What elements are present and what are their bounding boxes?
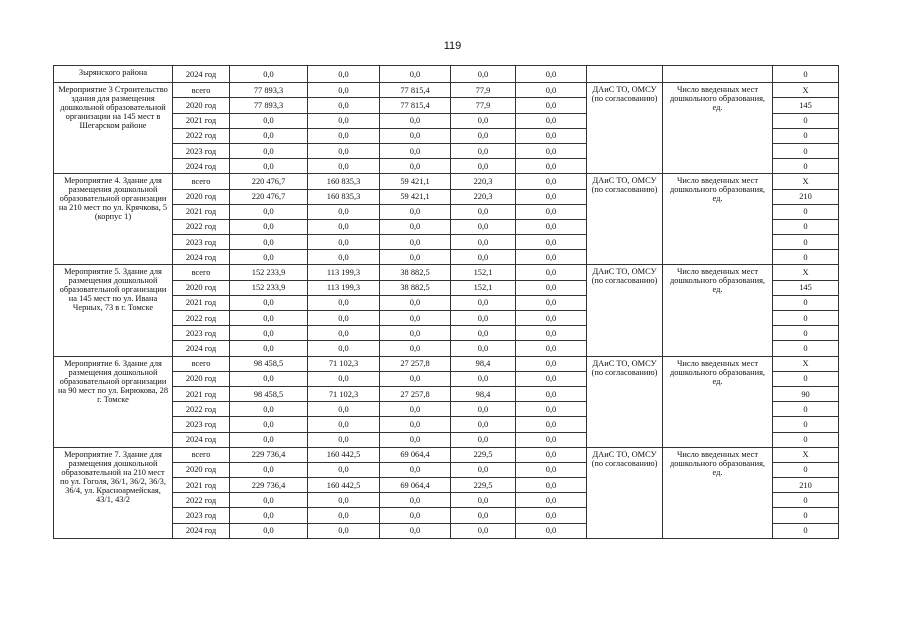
federal-budget-cell: 160 835,3 bbox=[308, 174, 380, 189]
year-cell: 2020 год bbox=[173, 189, 230, 204]
local-budget-cell: 220,3 bbox=[451, 189, 516, 204]
regional-budget-cell: 0,0 bbox=[380, 523, 451, 538]
local-budget-cell: 98,4 bbox=[451, 386, 516, 401]
indicator-value-cell: 0 bbox=[773, 462, 839, 477]
local-budget-cell: 152,1 bbox=[451, 280, 516, 295]
event-cell: Зырянского района bbox=[54, 66, 173, 83]
indicator-value-cell: 0 bbox=[773, 523, 839, 538]
year-cell: 2024 год bbox=[173, 523, 230, 538]
local-budget-cell: 0,0 bbox=[451, 204, 516, 219]
federal-budget-cell: 0,0 bbox=[308, 98, 380, 113]
indicator-value-cell: 0 bbox=[773, 204, 839, 219]
regional-budget-cell: 69 064,4 bbox=[380, 478, 451, 493]
federal-budget-cell: 0,0 bbox=[308, 402, 380, 417]
indicator-value-cell: 210 bbox=[773, 478, 839, 493]
year-cell: 2020 год bbox=[173, 280, 230, 295]
event-title-cell: Мероприятие 4. Здание для размещения дошкольной образовательной организации на 210 мест по ул. Крячкова, 5 (корпус 1) bbox=[54, 174, 173, 265]
year-cell: 2021 год bbox=[173, 113, 230, 128]
total-funding-cell: 0,0 bbox=[230, 113, 308, 128]
indicator-value-cell: 0 bbox=[773, 311, 839, 326]
local-budget-cell: 0,0 bbox=[451, 128, 516, 143]
table-row bbox=[54, 83, 839, 98]
total-funding-cell: 98 458,5 bbox=[230, 356, 308, 371]
local-budget-cell: 0,0 bbox=[451, 402, 516, 417]
regional-budget-cell: 77 815,4 bbox=[380, 83, 451, 98]
year-cell: 2022 год bbox=[173, 128, 230, 143]
local-budget-cell: 0,0 bbox=[451, 295, 516, 310]
federal-budget-cell: 0,0 bbox=[308, 235, 380, 250]
regional-budget-cell: 0,0 bbox=[380, 219, 451, 234]
total-funding-cell: 229 736,4 bbox=[230, 478, 308, 493]
indicator-value-cell: 0 bbox=[773, 432, 839, 447]
indicator-value-cell: 0 bbox=[773, 113, 839, 128]
total-funding-cell: 0,0 bbox=[230, 143, 308, 158]
regional-budget-cell: 0,0 bbox=[380, 326, 451, 341]
federal-budget-cell: 113 199,3 bbox=[308, 265, 380, 280]
local-budget-cell: 0,0 bbox=[451, 159, 516, 174]
federal-budget-cell: 0,0 bbox=[308, 432, 380, 447]
extrabudgetary-cell: 0,0 bbox=[516, 432, 587, 447]
extrabudgetary-cell: 0,0 bbox=[516, 250, 587, 265]
federal-budget-cell: 0,0 bbox=[308, 66, 380, 83]
regional-budget-cell: 0,0 bbox=[380, 432, 451, 447]
total-funding-cell: 220 476,7 bbox=[230, 174, 308, 189]
federal-budget-cell: 160 442,5 bbox=[308, 447, 380, 462]
indicator-value-cell: 0 bbox=[773, 295, 839, 310]
year-cell: 2024 год bbox=[173, 66, 230, 83]
year-cell: 2022 год bbox=[173, 219, 230, 234]
federal-budget-cell: 0,0 bbox=[308, 462, 380, 477]
executor-cell: ДАиС ТО, ОМСУ (по согласованию) bbox=[587, 83, 663, 174]
regional-budget-cell: 0,0 bbox=[380, 402, 451, 417]
event-title-cell: Мероприятие 7. Здание для размещения дошкольной образовательной на 210 мест по ул. Гоголя, 36/1, 36/2, 36/3, 36/4, ул. Красноармейская, 43/1, 43/2 bbox=[54, 447, 173, 538]
regional-budget-cell: 0,0 bbox=[380, 462, 451, 477]
year-cell: 2023 год bbox=[173, 143, 230, 158]
local-budget-cell: 0,0 bbox=[451, 219, 516, 234]
total-funding-cell: 0,0 bbox=[230, 493, 308, 508]
regional-budget-cell: 0,0 bbox=[380, 143, 451, 158]
extrabudgetary-cell: 0,0 bbox=[516, 235, 587, 250]
total-funding-cell: 0,0 bbox=[230, 402, 308, 417]
year-cell: 2023 год bbox=[173, 508, 230, 523]
indicator-value-cell: 0 bbox=[773, 326, 839, 341]
extrabudgetary-cell: 0,0 bbox=[516, 417, 587, 432]
regional-budget-cell: 0,0 bbox=[380, 311, 451, 326]
local-budget-cell: 0,0 bbox=[451, 371, 516, 386]
extrabudgetary-cell: 0,0 bbox=[516, 265, 587, 280]
extrabudgetary-cell: 0,0 bbox=[516, 311, 587, 326]
total-funding-cell: 0,0 bbox=[230, 326, 308, 341]
year-cell: 2021 год bbox=[173, 386, 230, 401]
regional-budget-cell: 0,0 bbox=[380, 493, 451, 508]
local-budget-cell: 0,0 bbox=[451, 235, 516, 250]
local-budget-cell: 77,9 bbox=[451, 98, 516, 113]
local-budget-cell: 229,5 bbox=[451, 478, 516, 493]
extrabudgetary-cell: 0,0 bbox=[516, 402, 587, 417]
extrabudgetary-cell: 0,0 bbox=[516, 219, 587, 234]
total-funding-cell: 0,0 bbox=[230, 417, 308, 432]
regional-budget-cell: 0,0 bbox=[380, 341, 451, 356]
local-budget-cell: 0,0 bbox=[451, 523, 516, 538]
indicator-value-cell: Х bbox=[773, 447, 839, 462]
indicator-value-cell: 0 bbox=[773, 341, 839, 356]
federal-budget-cell: 0,0 bbox=[308, 417, 380, 432]
indicator-value-cell: 0 bbox=[773, 66, 839, 83]
regional-budget-cell: 0,0 bbox=[380, 417, 451, 432]
event-title-cell: Мероприятие 5. Здание для размещения дошкольной образовательной организации на 145 мест по ул. Ивана Черных, 73 в г. Томске bbox=[54, 265, 173, 356]
total-funding-cell: 0,0 bbox=[230, 295, 308, 310]
table-row bbox=[54, 265, 839, 280]
total-funding-cell: 0,0 bbox=[230, 311, 308, 326]
year-cell: 2021 год bbox=[173, 295, 230, 310]
local-budget-cell: 0,0 bbox=[451, 143, 516, 158]
extrabudgetary-cell: 0,0 bbox=[516, 98, 587, 113]
regional-budget-cell: 77 815,4 bbox=[380, 98, 451, 113]
regional-budget-cell: 0,0 bbox=[380, 508, 451, 523]
regional-budget-cell: 27 257,8 bbox=[380, 386, 451, 401]
federal-budget-cell: 160 442,5 bbox=[308, 478, 380, 493]
table-row bbox=[54, 66, 839, 83]
local-budget-cell: 0,0 bbox=[451, 66, 516, 83]
year-cell: 2021 год bbox=[173, 478, 230, 493]
indicator-value-cell: Х bbox=[773, 265, 839, 280]
indicator-name-cell: Число введенных мест дошкольного образования, ед. bbox=[663, 447, 773, 538]
local-budget-cell: 0,0 bbox=[451, 493, 516, 508]
extrabudgetary-cell: 0,0 bbox=[516, 66, 587, 83]
regional-budget-cell: 0,0 bbox=[380, 66, 451, 83]
total-funding-cell: 0,0 bbox=[230, 66, 308, 83]
total-funding-cell: 77 893,3 bbox=[230, 83, 308, 98]
year-cell: 2023 год bbox=[173, 417, 230, 432]
local-budget-cell: 0,0 bbox=[451, 113, 516, 128]
year-cell: 2024 год bbox=[173, 159, 230, 174]
indicator-value-cell: Х bbox=[773, 174, 839, 189]
extrabudgetary-cell: 0,0 bbox=[516, 189, 587, 204]
total-funding-cell: 0,0 bbox=[230, 341, 308, 356]
regional-budget-cell: 27 257,8 bbox=[380, 356, 451, 371]
year-cell: 2024 год bbox=[173, 341, 230, 356]
total-funding-cell: 0,0 bbox=[230, 371, 308, 386]
regional-budget-cell: 59 421,1 bbox=[380, 174, 451, 189]
page-number: 119 bbox=[443, 40, 462, 52]
year-cell: 2020 год bbox=[173, 98, 230, 113]
total-funding-cell: 0,0 bbox=[230, 219, 308, 234]
total-funding-cell: 98 458,5 bbox=[230, 386, 308, 401]
federal-budget-cell: 0,0 bbox=[308, 128, 380, 143]
local-budget-cell: 0,0 bbox=[451, 417, 516, 432]
federal-budget-cell: 0,0 bbox=[308, 295, 380, 310]
local-budget-cell: 0,0 bbox=[451, 432, 516, 447]
event-title-cell: Мероприятие 3 Строительство здания для размещения дошкольной образовательной организации на 145 мест в Шегарском районе bbox=[54, 83, 173, 174]
federal-budget-cell: 0,0 bbox=[308, 250, 380, 265]
year-cell: всего bbox=[173, 174, 230, 189]
extrabudgetary-cell: 0,0 bbox=[516, 356, 587, 371]
federal-budget-cell: 0,0 bbox=[308, 508, 380, 523]
year-cell: 2022 год bbox=[173, 311, 230, 326]
year-cell: всего bbox=[173, 265, 230, 280]
indicator-value-cell: 0 bbox=[773, 250, 839, 265]
year-cell: всего bbox=[173, 356, 230, 371]
federal-budget-cell: 0,0 bbox=[308, 159, 380, 174]
local-budget-cell: 0,0 bbox=[451, 508, 516, 523]
indicator-value-cell: 0 bbox=[773, 143, 839, 158]
federal-budget-cell: 0,0 bbox=[308, 523, 380, 538]
extrabudgetary-cell: 0,0 bbox=[516, 295, 587, 310]
extrabudgetary-cell: 0,0 bbox=[516, 174, 587, 189]
federal-budget-cell: 0,0 bbox=[308, 143, 380, 158]
indicator-value-cell: 0 bbox=[773, 219, 839, 234]
total-funding-cell: 77 893,3 bbox=[230, 98, 308, 113]
executor-cell: ДАиС ТО, ОМСУ (по согласованию) bbox=[587, 447, 663, 538]
indicator-value-cell: 0 bbox=[773, 508, 839, 523]
federal-budget-cell: 0,0 bbox=[308, 326, 380, 341]
federal-budget-cell: 0,0 bbox=[308, 204, 380, 219]
indicator-value-cell: 210 bbox=[773, 189, 839, 204]
total-funding-cell: 0,0 bbox=[230, 508, 308, 523]
federal-budget-cell: 71 102,3 bbox=[308, 386, 380, 401]
year-cell: 2023 год bbox=[173, 326, 230, 341]
executor-cell bbox=[587, 66, 663, 83]
year-cell: всего bbox=[173, 83, 230, 98]
year-cell: 2024 год bbox=[173, 432, 230, 447]
extrabudgetary-cell: 0,0 bbox=[516, 204, 587, 219]
total-funding-cell: 152 233,9 bbox=[230, 265, 308, 280]
indicator-name-cell: Число введенных мест дошкольного образования, ед. bbox=[663, 174, 773, 265]
total-funding-cell: 0,0 bbox=[230, 159, 308, 174]
indicator-value-cell: 0 bbox=[773, 159, 839, 174]
total-funding-cell: 0,0 bbox=[230, 235, 308, 250]
total-funding-cell: 0,0 bbox=[230, 250, 308, 265]
extrabudgetary-cell: 0,0 bbox=[516, 113, 587, 128]
total-funding-cell: 0,0 bbox=[230, 523, 308, 538]
local-budget-cell: 0,0 bbox=[451, 462, 516, 477]
local-budget-cell: 0,0 bbox=[451, 250, 516, 265]
extrabudgetary-cell: 0,0 bbox=[516, 462, 587, 477]
federal-budget-cell: 0,0 bbox=[308, 83, 380, 98]
federal-budget-cell: 160 835,3 bbox=[308, 189, 380, 204]
indicator-value-cell: 0 bbox=[773, 371, 839, 386]
local-budget-cell: 220,3 bbox=[451, 174, 516, 189]
indicator-name-cell: Число введенных мест дошкольного образования, ед. bbox=[663, 83, 773, 174]
year-cell: 2022 год bbox=[173, 402, 230, 417]
regional-budget-cell: 38 882,5 bbox=[380, 265, 451, 280]
indicator-value-cell: 0 bbox=[773, 402, 839, 417]
table-row bbox=[54, 356, 839, 371]
extrabudgetary-cell: 0,0 bbox=[516, 447, 587, 462]
indicator-value-cell: 145 bbox=[773, 98, 839, 113]
local-budget-cell: 98,4 bbox=[451, 356, 516, 371]
regional-budget-cell: 0,0 bbox=[380, 159, 451, 174]
extrabudgetary-cell: 0,0 bbox=[516, 478, 587, 493]
indicator-value-cell: 90 bbox=[773, 386, 839, 401]
federal-budget-cell: 71 102,3 bbox=[308, 356, 380, 371]
indicator-value-cell: 0 bbox=[773, 493, 839, 508]
extrabudgetary-cell: 0,0 bbox=[516, 523, 587, 538]
total-funding-cell: 0,0 bbox=[230, 204, 308, 219]
indicator-name-cell: Число введенных мест дошкольного образования, ед. bbox=[663, 356, 773, 447]
executor-cell: ДАиС ТО, ОМСУ (по согласованию) bbox=[587, 174, 663, 265]
indicator-value-cell: Х bbox=[773, 83, 839, 98]
event-title-cell: Мероприятие 6. Здание для размещения дошкольной образовательной организации на 90 мест по ул. Бирюкова, 28 г. Томске bbox=[54, 356, 173, 447]
regional-budget-cell: 0,0 bbox=[380, 128, 451, 143]
extrabudgetary-cell: 0,0 bbox=[516, 83, 587, 98]
local-budget-cell: 0,0 bbox=[451, 311, 516, 326]
regional-budget-cell: 0,0 bbox=[380, 204, 451, 219]
year-cell: всего bbox=[173, 447, 230, 462]
table-row bbox=[54, 174, 839, 189]
regional-budget-cell: 38 882,5 bbox=[380, 280, 451, 295]
indicator-value-cell: 0 bbox=[773, 235, 839, 250]
indicator-name-cell: Число введенных мест дошкольного образования, ед. bbox=[663, 265, 773, 356]
year-cell: 2020 год bbox=[173, 462, 230, 477]
extrabudgetary-cell: 0,0 bbox=[516, 128, 587, 143]
local-budget-cell: 152,1 bbox=[451, 265, 516, 280]
year-cell: 2023 год bbox=[173, 235, 230, 250]
extrabudgetary-cell: 0,0 bbox=[516, 143, 587, 158]
year-cell: 2020 год bbox=[173, 371, 230, 386]
federal-budget-cell: 0,0 bbox=[308, 341, 380, 356]
federal-budget-cell: 0,0 bbox=[308, 371, 380, 386]
extrabudgetary-cell: 0,0 bbox=[516, 159, 587, 174]
total-funding-cell: 152 233,9 bbox=[230, 280, 308, 295]
indicator-value-cell: 0 bbox=[773, 128, 839, 143]
year-cell: 2021 год bbox=[173, 204, 230, 219]
extrabudgetary-cell: 0,0 bbox=[516, 341, 587, 356]
extrabudgetary-cell: 0,0 bbox=[516, 371, 587, 386]
regional-budget-cell: 69 064,4 bbox=[380, 447, 451, 462]
total-funding-cell: 0,0 bbox=[230, 462, 308, 477]
total-funding-cell: 0,0 bbox=[230, 432, 308, 447]
indicator-value-cell: Х bbox=[773, 356, 839, 371]
local-budget-cell: 229,5 bbox=[451, 447, 516, 462]
total-funding-cell: 0,0 bbox=[230, 128, 308, 143]
regional-budget-cell: 0,0 bbox=[380, 250, 451, 265]
extrabudgetary-cell: 0,0 bbox=[516, 326, 587, 341]
local-budget-cell: 0,0 bbox=[451, 341, 516, 356]
indicator-value-cell: 0 bbox=[773, 417, 839, 432]
indicator-value-cell: 145 bbox=[773, 280, 839, 295]
federal-budget-cell: 0,0 bbox=[308, 311, 380, 326]
federal-budget-cell: 0,0 bbox=[308, 113, 380, 128]
executor-cell: ДАиС ТО, ОМСУ (по согласованию) bbox=[587, 356, 663, 447]
federal-budget-cell: 0,0 bbox=[308, 219, 380, 234]
regional-budget-cell: 0,0 bbox=[380, 371, 451, 386]
extrabudgetary-cell: 0,0 bbox=[516, 493, 587, 508]
budget-table bbox=[53, 65, 839, 539]
total-funding-cell: 220 476,7 bbox=[230, 189, 308, 204]
extrabudgetary-cell: 0,0 bbox=[516, 280, 587, 295]
year-cell: 2022 год bbox=[173, 493, 230, 508]
local-budget-cell: 0,0 bbox=[451, 326, 516, 341]
regional-budget-cell: 59 421,1 bbox=[380, 189, 451, 204]
executor-cell: ДАиС ТО, ОМСУ (по согласованию) bbox=[587, 265, 663, 356]
extrabudgetary-cell: 0,0 bbox=[516, 508, 587, 523]
regional-budget-cell: 0,0 bbox=[380, 235, 451, 250]
indicator-cell bbox=[663, 66, 773, 83]
regional-budget-cell: 0,0 bbox=[380, 113, 451, 128]
local-budget-cell: 77,9 bbox=[451, 83, 516, 98]
extrabudgetary-cell: 0,0 bbox=[516, 386, 587, 401]
total-funding-cell: 229 736,4 bbox=[230, 447, 308, 462]
table-row bbox=[54, 447, 839, 462]
federal-budget-cell: 113 199,3 bbox=[308, 280, 380, 295]
federal-budget-cell: 0,0 bbox=[308, 493, 380, 508]
year-cell: 2024 год bbox=[173, 250, 230, 265]
regional-budget-cell: 0,0 bbox=[380, 295, 451, 310]
